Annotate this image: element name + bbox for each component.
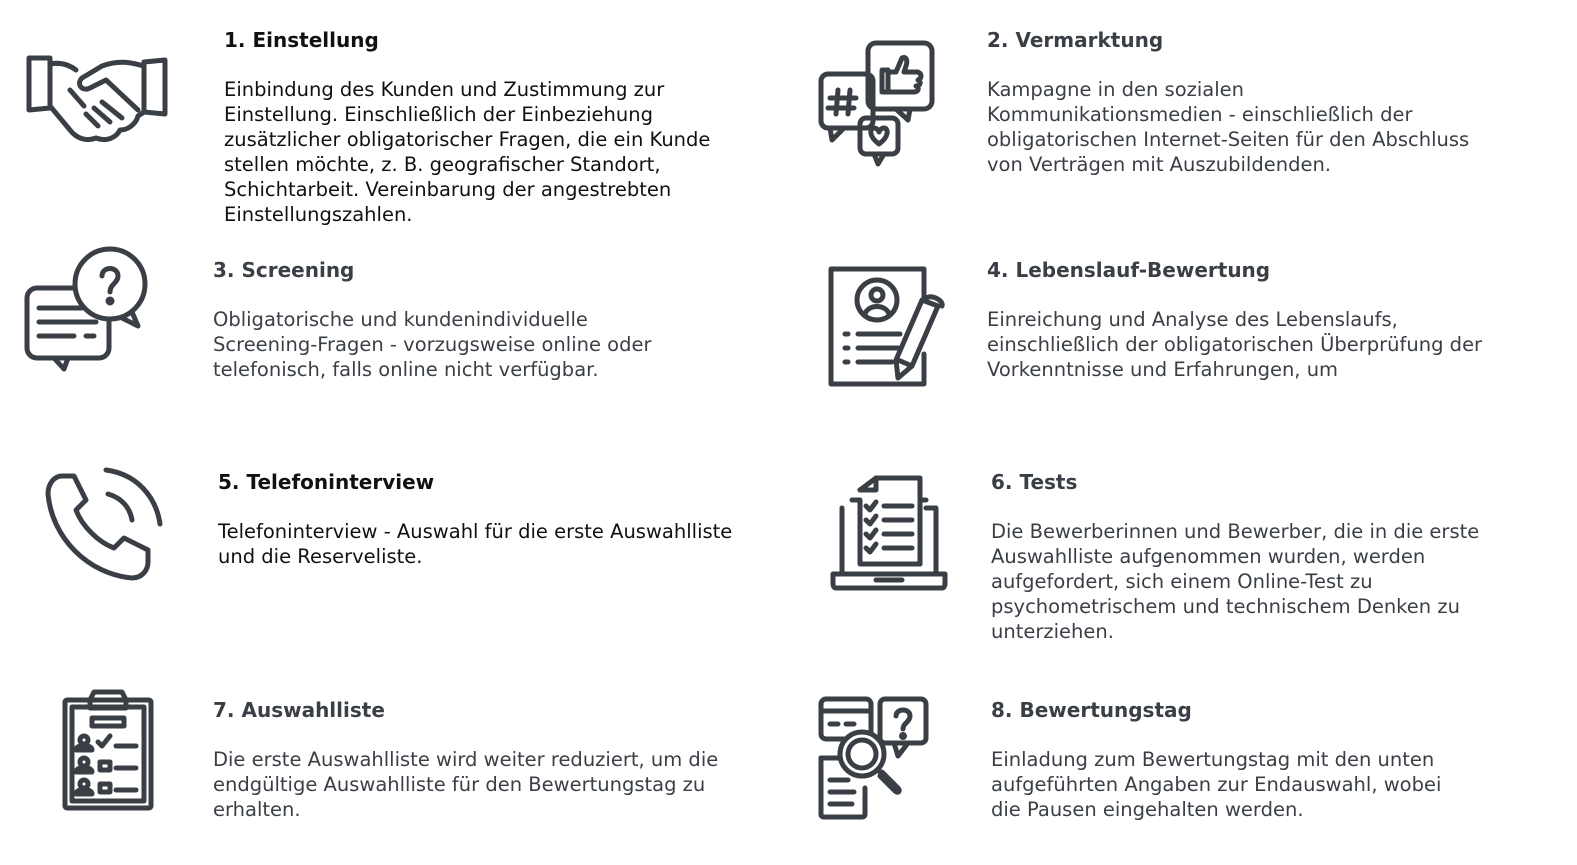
step-description — [987, 77, 1469, 177]
step-line: stellen möchte, z. B. geografischer Standort, — [224, 153, 661, 176]
resume-pen-icon — [828, 266, 950, 388]
step-line: Obligatorische und kundenindividuelle — [213, 308, 588, 331]
step-line: Einbindung des Kunden und Zustimmung zur — [224, 78, 665, 101]
step-8 — [991, 698, 1441, 822]
step-line: psychometrischem und technischem Denken zu — [991, 595, 1460, 618]
step-line: Kommunikationsmedien - einschließlich der — [987, 103, 1413, 126]
step-line: endgültige Auswahlliste für den Bewertungstag zu — [213, 773, 706, 796]
step-line: Vorkenntnisse und Erfahrungen, um — [987, 358, 1339, 381]
step-line: Screening-Fragen - vorzugsweise online oder — [213, 333, 652, 356]
step-title: 3. Screening — [213, 258, 355, 282]
handshake-icon — [26, 50, 168, 146]
step-line: die Pausen eingehalten werden. — [991, 798, 1304, 821]
step-description — [987, 307, 1482, 382]
step-description — [991, 519, 1479, 644]
step-2 — [987, 28, 1469, 177]
step-line: Einstellung. Einschließlich der Einbeziehung — [224, 103, 653, 126]
step-title: 4. Lebenslauf-Bewertung — [987, 258, 1271, 282]
step-3 — [213, 258, 652, 382]
step-description — [991, 747, 1441, 822]
clipboard-candidates-icon — [62, 690, 154, 812]
step-line: Einstellungszahlen. — [224, 203, 413, 226]
step-line: obligatorischen Internet-Seiten für den Abschluss — [987, 128, 1470, 151]
step-description — [213, 307, 652, 382]
step-line: Einreichung und Analyse des Lebenslaufs, — [987, 308, 1398, 331]
step-title: 6. Tests — [991, 470, 1078, 494]
step-line: erhalten. — [213, 798, 301, 821]
social-media-icon — [818, 40, 936, 166]
laptop-checklist-icon — [830, 476, 948, 592]
step-line: Kampagne in den sozialen — [987, 78, 1245, 101]
step-5 — [218, 470, 732, 569]
step-line: zusätzlicher obligatorischer Fragen, die ein Kunde — [224, 128, 711, 151]
magnifier-question-icon — [818, 696, 930, 820]
question-chat-icon — [24, 248, 150, 372]
step-6 — [991, 470, 1479, 644]
step-line: Einladung zum Bewertungstag mit den unten — [991, 748, 1435, 771]
step-line: telefonisch, falls online nicht verfügbar. — [213, 358, 599, 381]
step-title: 1. Einstellung — [224, 28, 379, 52]
step-line: einschließlich der obligatorischen Überprüfung der — [987, 333, 1483, 356]
step-line: Die erste Auswahlliste wird weiter reduziert, um die — [213, 748, 719, 771]
step-line: unterziehen. — [991, 620, 1114, 643]
step-line: aufgefordert, sich einem Online-Test zu — [991, 570, 1373, 593]
step-line: Auswahlliste aufgenommen wurden, werden — [991, 545, 1426, 568]
step-line: aufgeführten Angaben zur Endauswahl, wobei — [991, 773, 1442, 796]
step-title: 2. Vermarktung — [987, 28, 1164, 52]
step-description — [218, 519, 732, 569]
step-description — [224, 77, 710, 227]
step-title: 5. Telefoninterview — [218, 470, 435, 494]
step-4 — [987, 258, 1482, 382]
step-line: Telefoninterview - Auswahl für die erste Auswahlliste — [218, 520, 733, 543]
step-title: 8. Bewertungstag — [991, 698, 1192, 722]
step-7 — [213, 698, 718, 822]
step-line: von Verträgen mit Auszubildenden. — [987, 153, 1332, 176]
step-description — [213, 747, 718, 822]
phone-call-icon — [44, 466, 164, 584]
step-1 — [224, 28, 710, 227]
step-line: Schichtarbeit. Vereinbarung der angestrebten — [224, 178, 672, 201]
step-line: und die Reserveliste. — [218, 545, 423, 568]
step-title: 7. Auswahlliste — [213, 698, 385, 722]
step-line: Die Bewerberinnen und Bewerber, die in die erste — [991, 520, 1480, 543]
